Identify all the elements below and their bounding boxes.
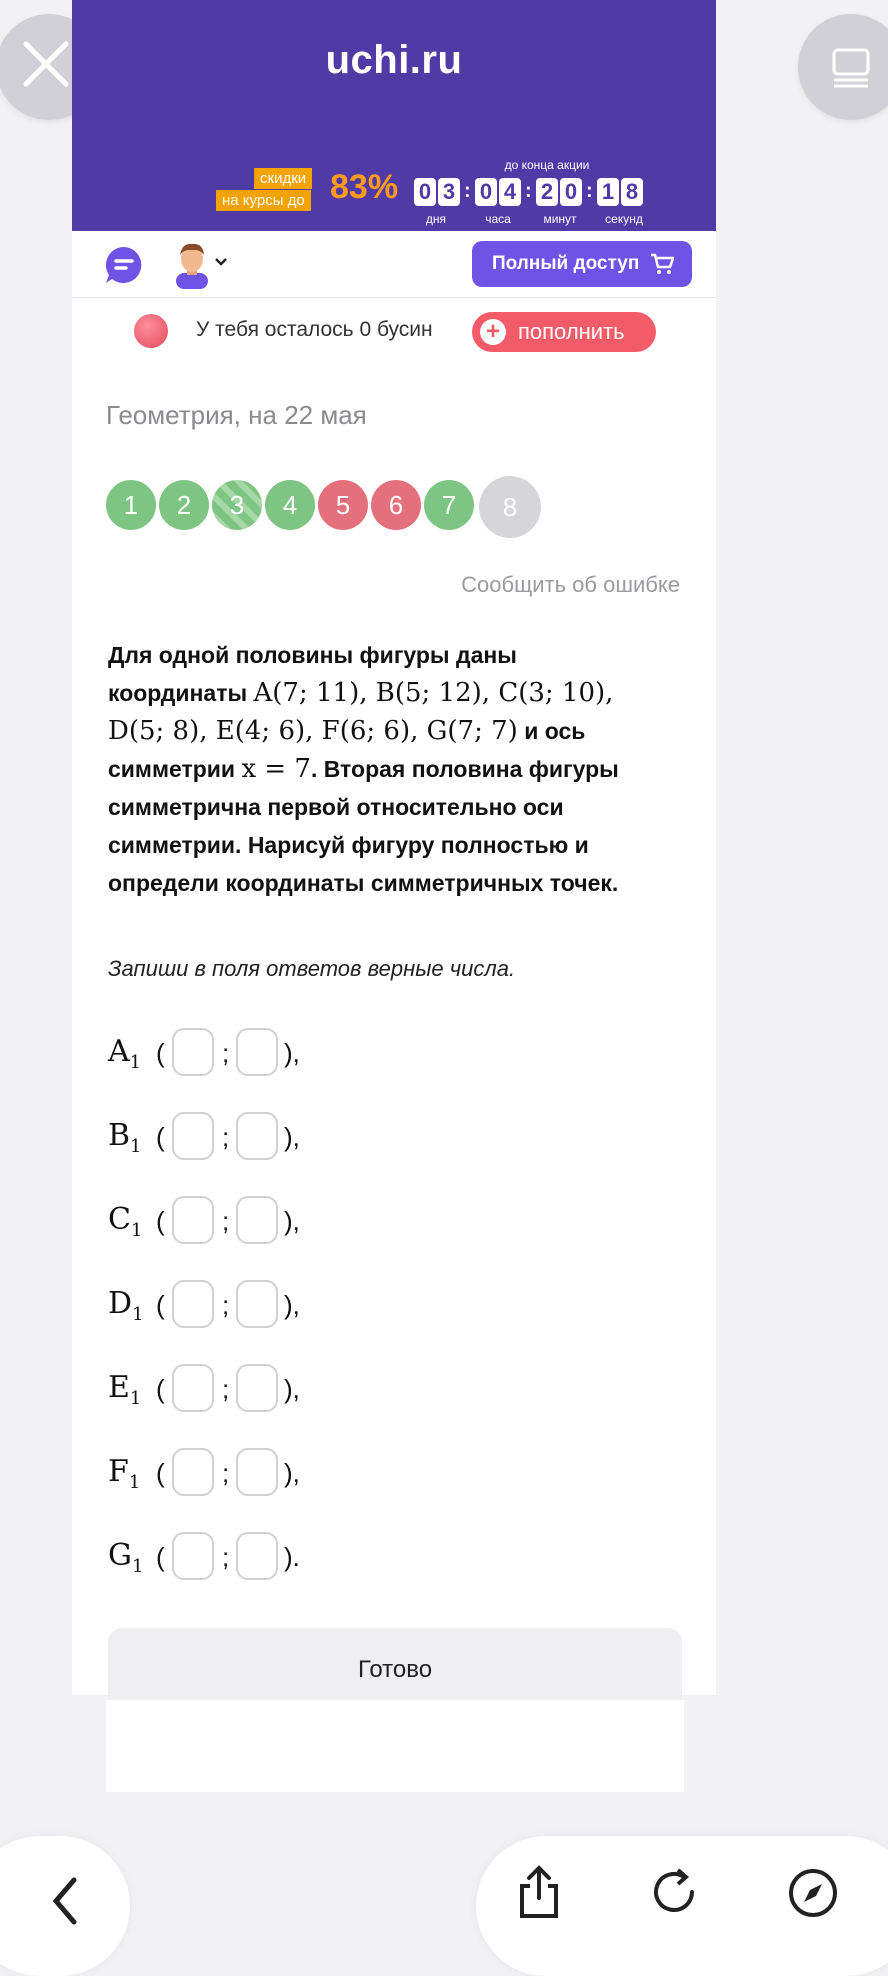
countdown-unit: часа: [485, 212, 511, 226]
report-error-link[interactable]: Сообщить об ошибке: [461, 572, 680, 597]
tabs-icon: [828, 44, 874, 90]
back-button[interactable]: [0, 1836, 130, 1976]
refill-button[interactable]: [472, 312, 656, 352]
promo-banner[interactable]: uchi.ru скидки на курсы до 83% до конца акции 0 3 : 0 4 : 2 0 : 1 8 дня часа минут секунд: [72, 0, 716, 231]
chevron-down-icon[interactable]: [214, 257, 228, 267]
beads-bar: [72, 300, 716, 360]
countdown-digit: 2: [536, 178, 558, 206]
x-input[interactable]: [172, 1028, 214, 1076]
chevron-left-icon: [50, 1876, 80, 1926]
discount-percent: 83%: [330, 168, 399, 206]
step-7[interactable]: 7: [424, 480, 474, 530]
x-input[interactable]: [172, 1112, 214, 1160]
y-input[interactable]: [236, 1448, 278, 1496]
step-3[interactable]: 3: [212, 480, 262, 530]
done-button[interactable]: Готово: [108, 1628, 682, 1712]
avatar[interactable]: [172, 239, 212, 289]
full-access-button[interactable]: [472, 241, 692, 287]
countdown-digit: 0: [560, 178, 582, 206]
brand-logo: uchi.ru: [325, 38, 463, 82]
x-input[interactable]: [172, 1364, 214, 1412]
close-icon: [20, 38, 72, 90]
page: uchi.ru скидки на курсы до 83% до конца акции 0 3 : 0 4 : 2 0 : 1 8 дня часа минут секунд Полный доступ У тебя осталось 0 бусин + пополнить Геометрия, на 22 мая 1 2 3 4 5 6 7 8 Сообщить об ошибке Для одной половины фигуры даны координаты A(7; 11), B(5; 12), C(3; 10), D(5; 8), E(4; 6), F(6; 6), G(7; 7) и ось симметрии x = 7. Вторая половина фигуры симметрична первой относительно оси симметрии. Нарисуй фигуру полностью и определи координаты симметричных точек. Запиши в поля ответов верные числа. $A_1$ ( ; ), $B_1$ ( ; ), $C_1$ ( ; ), $D_1$ ( ; ), $E_1$ ( ; ), $F_1$ ( ; ), $G_1$ ( ; ). Готово: [72, 0, 716, 1695]
step-2[interactable]: 2: [159, 480, 209, 530]
countdown-digit: 0: [414, 178, 436, 206]
sale-chip-2: на курсы до: [216, 190, 311, 211]
point-label: $G_1$: [108, 1538, 144, 1577]
chat-icon[interactable]: [104, 245, 144, 285]
step-5[interactable]: 5: [318, 480, 368, 530]
countdown-unit: минут: [543, 212, 577, 226]
top-toolbar: [72, 231, 716, 298]
point-label: $B_1$: [108, 1118, 142, 1157]
step-8-current[interactable]: 8: [479, 476, 541, 538]
full-access-label: Полный доступ: [492, 253, 640, 274]
point-label: $D_1$: [108, 1286, 144, 1325]
step-4[interactable]: 4: [265, 480, 315, 530]
point-label: $C_1$: [108, 1202, 143, 1241]
countdown-digit: 1: [597, 178, 619, 206]
beads-count: У тебя осталось 0 бусин: [196, 318, 433, 341]
share-icon[interactable]: [516, 1864, 562, 1920]
y-input[interactable]: [236, 1196, 278, 1244]
countdown-digit: 0: [475, 178, 497, 206]
y-input[interactable]: [236, 1364, 278, 1412]
cart-icon: [650, 253, 674, 275]
bead-icon: [134, 314, 168, 348]
task-statement: Для одной половины фигуры даны координаты A(7; 11), B(5; 12), C(3; 10), D(5; 8), E(4; 6), F(6; 6), G(7; 7) и ось симметрии x = 7. Вторая половина фигуры симметрична первой относительно оси симметрии. Нарисуй фигуру полностью и определи координаты симметричных точек.: [108, 642, 619, 896]
step-1[interactable]: 1: [106, 480, 156, 530]
coords-math-2: D(5; 8), E(4; 6), F(6; 6), G(7; 7): [108, 716, 518, 746]
y-input[interactable]: [236, 1112, 278, 1160]
point-label: $A_1$: [108, 1034, 142, 1073]
y-input[interactable]: [236, 1028, 278, 1076]
lesson-title: Геометрия, на 22 мая: [106, 400, 367, 430]
axis-math: x = 7: [241, 754, 311, 784]
sale-chip-1: скидки: [254, 168, 312, 189]
plus-icon: +: [480, 319, 506, 345]
coords-math-1: A(7; 11), B(5; 12), C(3; 10),: [253, 678, 614, 708]
compass-icon[interactable]: [786, 1866, 840, 1920]
safari-actions: [476, 1836, 888, 1976]
x-input[interactable]: [172, 1280, 214, 1328]
tabs-button[interactable]: [798, 14, 888, 120]
refill-label: пополнить: [518, 319, 625, 344]
countdown-unit: дня: [425, 212, 447, 226]
y-input[interactable]: [236, 1532, 278, 1580]
step-6[interactable]: 6: [371, 480, 421, 530]
countdown-digit: 3: [438, 178, 460, 206]
countdown-caption: до конца акции: [504, 158, 590, 172]
countdown-digit: 8: [621, 178, 643, 206]
x-input[interactable]: [172, 1532, 214, 1580]
y-input[interactable]: [236, 1280, 278, 1328]
point-label: $F_1$: [108, 1454, 141, 1493]
x-input[interactable]: [172, 1196, 214, 1244]
bottom-card: [106, 1700, 684, 1792]
x-input[interactable]: [172, 1448, 214, 1496]
reload-icon[interactable]: [648, 1866, 700, 1918]
point-label: $E_1$: [108, 1370, 142, 1409]
task-hint: Запиши в поля ответов верные числа.: [108, 956, 516, 981]
countdown-digit: 4: [499, 178, 521, 206]
countdown-unit: секунд: [605, 212, 643, 226]
